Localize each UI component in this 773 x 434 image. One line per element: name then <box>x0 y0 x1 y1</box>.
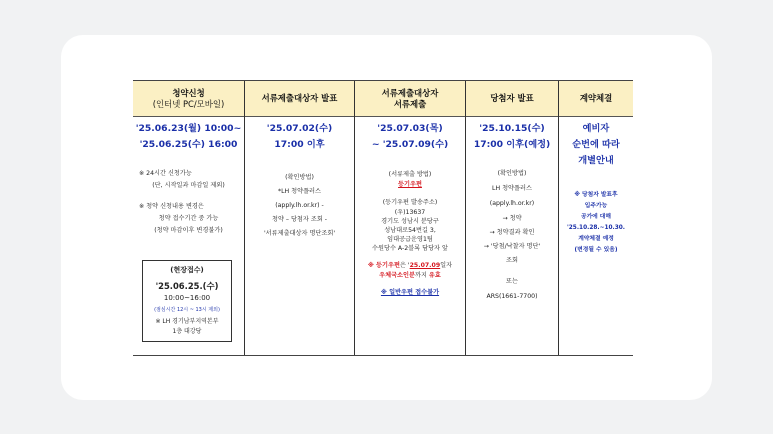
header-line: (인터넷 PC/모바일) <box>152 98 225 109</box>
method-value: 등기우편 <box>398 181 422 188</box>
address-line: 수원당수 A-2블록 담당자 앞 <box>372 245 448 252</box>
address-line: (우)13637 <box>394 209 426 216</box>
postmark-warning-2: 우체국소인분까지 유효 <box>379 272 441 279</box>
column-winner-announcement <box>465 81 558 355</box>
info-line: (확인방법) <box>285 174 314 181</box>
info-line: LH 청약플러스 <box>492 185 532 192</box>
info-line: → 청약 <box>502 215 522 222</box>
contract-note: '25.10.28.~10.30. <box>567 225 625 231</box>
column-contract <box>558 81 633 355</box>
box-time: 10:00~16:00 <box>163 294 211 302</box>
address-line: 경기도 성남시 분당구 <box>381 218 439 225</box>
date-end: ~ '25.07.09(수) <box>371 139 449 150</box>
info-line: (apply.lh.or.kr) <box>489 200 535 207</box>
column-document-announcement <box>244 81 354 355</box>
header-line: 청약신청 <box>172 87 205 98</box>
info-line: → '당첨/낙찰자 명단' <box>483 243 541 250</box>
date-start: '25.07.02(수) <box>266 123 333 134</box>
box-date: '25.06.25.(수) <box>155 281 219 291</box>
note-line: ※ 24시간 신청가능 <box>139 170 192 177</box>
note-line: 청약 접수기간 중 가능 <box>158 215 219 222</box>
contract-note: 계약체결 예정 <box>578 236 614 242</box>
header-line: 서류제출 <box>393 98 427 109</box>
address-line: 임대공급운영1팀 <box>387 236 433 243</box>
date-start: '25.07.03(목) <box>377 123 443 134</box>
contract-note: 공가에 대해 <box>580 214 612 220</box>
contract-note: (변경될 수 있음) <box>574 247 618 253</box>
date-start: '25.10.15(수) <box>479 123 545 134</box>
regular-mail-note: ※ 일반우편 접수불가 <box>380 289 440 296</box>
info-line: → 청약결과 확인 <box>489 229 535 236</box>
column-header <box>133 81 244 117</box>
onsite-application-box <box>142 260 232 342</box>
note-line: (청약 마감이후 변경불가) <box>154 227 223 234</box>
ars-number: ARS(1661-7700) <box>486 293 538 300</box>
date-time: 17:00 이후 <box>274 139 325 150</box>
schedule-table <box>133 80 633 356</box>
header-line: 서류제출대상자 <box>381 87 439 98</box>
info-line: 또는 <box>506 278 518 285</box>
info-line: '서류제출대상자 명단조회' <box>263 230 336 237</box>
box-lunch: (점심시간 12시 ~ 13시 제외) <box>154 307 220 313</box>
date-start: '25.06.23(월) 10:00~ <box>135 123 242 134</box>
info-line: *LH 청약플러스 <box>277 188 322 195</box>
contract-line: 개별안내 <box>578 155 614 166</box>
contract-line: 예비자 <box>582 123 610 134</box>
column-header <box>559 81 633 117</box>
note-line: (단, 시작일과 마감일 제외) <box>152 182 225 189</box>
box-title: (현장접수) <box>170 266 204 274</box>
header-line: 계약체결 <box>579 93 613 103</box>
column-header <box>355 81 465 117</box>
info-line: (확인방법) <box>497 170 527 177</box>
column-header <box>245 81 354 117</box>
info-line: (apply.lh.or.kr) - <box>275 202 324 209</box>
contract-line: 순번에 따라 <box>572 139 620 150</box>
box-place: ※ LH 경기남부지역본부 <box>155 318 219 325</box>
box-place: 1층 대강당 <box>172 328 202 335</box>
note-line: ※ 청약 신청내용 변경은 <box>139 203 204 210</box>
header-line: 당첨자 발표 <box>490 93 534 103</box>
column-application <box>133 81 244 355</box>
info-line: 조회 <box>506 257 518 264</box>
date-time: 17:00 이후(예정) <box>473 139 551 150</box>
header-line: 서류제출대상자 발표 <box>261 93 338 103</box>
date-end: '25.06.25(수) 16:00 <box>139 139 238 150</box>
contract-note: ※ 당첨자 발표후 <box>574 192 618 198</box>
address-line: 성남대로54번길 3, <box>384 227 436 234</box>
method-label: (서류제출 방법) <box>388 171 432 178</box>
contract-note: 입주가능 <box>584 203 608 209</box>
info-line: 청약 – 당첨자 조회 - <box>271 216 328 223</box>
address-line: (등기우편 발송주소) <box>382 199 438 206</box>
column-header <box>466 81 558 117</box>
column-document-submission <box>354 81 465 355</box>
postmark-warning: ※ 등기우편은 '25.07.09일자 <box>367 262 453 269</box>
